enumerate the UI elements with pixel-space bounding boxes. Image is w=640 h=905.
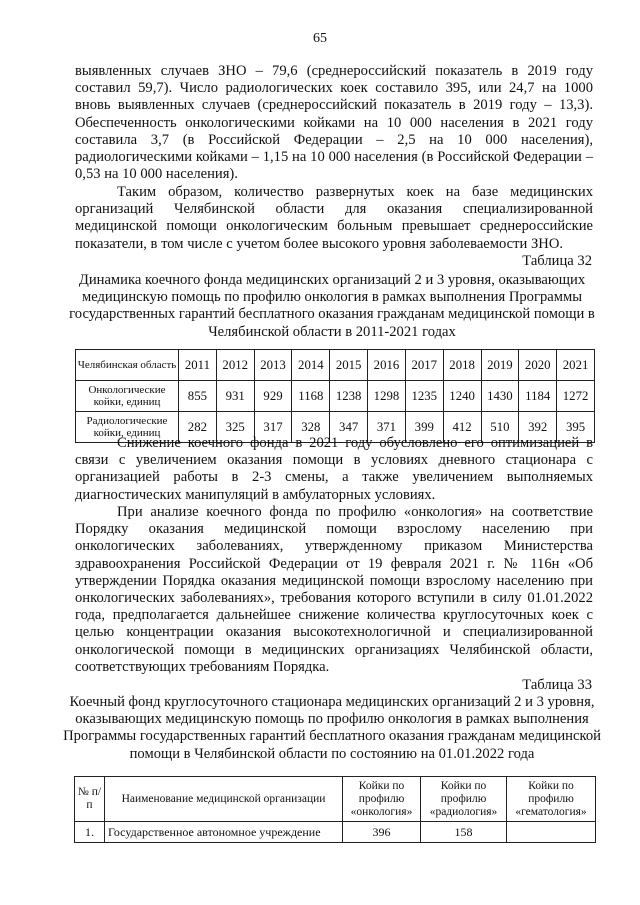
table-cell: 1240: [443, 381, 481, 412]
table-cell: 371: [368, 412, 406, 443]
table-cell: 325: [216, 412, 254, 443]
table-row: [76, 381, 595, 412]
table-cell: 392: [519, 412, 557, 443]
table-32-header-cell: 2013: [254, 350, 292, 381]
page-number: 65: [313, 31, 327, 46]
table-cell: Радиологические койки, единиц: [76, 412, 179, 443]
table-cell: 158: [421, 822, 507, 843]
table-32-header-cell: 2020: [519, 350, 557, 381]
table-32-caption: Динамика коечного фонда медицинских организаций 2 и 3 уровня, оказывающих медицинскую помощь по профилю онкология в рамках выполнения Программы государственных гарантий бесплатного оказания гражданам медицинской помощи в Челябинской области в 2011-2021 годах: [69, 272, 595, 340]
table-32: [75, 349, 595, 443]
table-32-header-cell: 2018: [443, 350, 481, 381]
table-cell: [507, 822, 596, 843]
table-32-header-cell: 2015: [330, 350, 368, 381]
table-cell: 1168: [292, 381, 330, 412]
table-33-label: Таблица 33: [522, 677, 592, 693]
table-32-header-cell: 2019: [481, 350, 519, 381]
table-cell: 855: [179, 381, 217, 412]
table-cell: 1184: [519, 381, 557, 412]
table-32-header-cell: 2021: [557, 350, 595, 381]
table-cell: 396: [343, 822, 421, 843]
table-cell: 1298: [368, 381, 406, 412]
table-cell: 317: [254, 412, 292, 443]
table-33-header-cell: Койки по профилю «радиология»: [421, 777, 507, 822]
table-cell: Онкологические койки, единиц: [76, 381, 179, 412]
paragraph-1: выявленных случаев ЗНО – 79,6 (среднероссийский показатель в 2019 году составил 59,7). Число радиологических коек составило 395, или 24,7 на 1000 вновь выявленных случаев (среднероссийский показатель в 2019 году – 13,3). Обеспеченность онкологическими койками на 10 000 населения в 2021 году составила 3,7 (в Российской Федерации – 2,5 на 10 000 населения), радиологическими койками – 1,15 на 10 000 населения (в Российской Федерации – 0,53 на 10 000 населения).: [75, 63, 593, 183]
table-33-header-row: [75, 777, 596, 822]
table-32-header-cell: 2011: [179, 350, 217, 381]
table-cell: 399: [405, 412, 443, 443]
table-33-header-cell: Койки по профилю «онкология»: [343, 777, 421, 822]
table-cell: 929: [254, 381, 292, 412]
table-32-header-cell: 2017: [405, 350, 443, 381]
paragraph-2: Таким образом, количество развернутых коек на базе медицинских организаций Челябинской области для оказания специализированной медицинской помощи онкологическим больным превышает среднероссийские показатели, в том числе с учетом более высокого уровня заболеваемости ЗНО.: [75, 184, 593, 252]
table-32-label: Таблица 32: [522, 253, 592, 269]
table-32-header-row: [76, 350, 595, 381]
table-cell: 931: [216, 381, 254, 412]
table-cell: 1238: [330, 381, 368, 412]
table-cell: 1235: [405, 381, 443, 412]
table-32-header-cell: 2014: [292, 350, 330, 381]
table-cell: 1272: [557, 381, 595, 412]
table-cell: 395: [557, 412, 595, 443]
paragraph-3: Снижение коечного фонда в 2021 году обусловлено его оптимизацией в связи с увеличением оказания помощи в условиях дневного стационара с организацией работы в 2-3 смены, а также увеличением выполняемых диагностических манипуляций в амбулаторных условиях.: [75, 435, 593, 503]
table-cell: 282: [179, 412, 217, 443]
table-33-caption: Коечный фонд круглосуточного стационара медицинских организаций 2 и 3 уровня, оказывающих медицинскую помощь по профилю онкология в рамках выполнения Программы государственных гарантий бесплатного оказания гражданам медицинской помощи в Челябинской области по состоянию на 01.01.2022 года: [63, 694, 601, 762]
table-33-header-cell: Наименование медицинской организации: [105, 777, 343, 822]
table-33: [74, 776, 596, 843]
table-cell: 412: [443, 412, 481, 443]
table-32-header-cell: 2016: [368, 350, 406, 381]
table-cell: 1.: [75, 822, 105, 843]
table-row: [75, 822, 596, 843]
table-cell: 328: [292, 412, 330, 443]
table-cell: 510: [481, 412, 519, 443]
table-cell: 1430: [481, 381, 519, 412]
table-33-header-cell: № п/п: [75, 777, 105, 822]
table-33-header-cell: Койки по профилю «гематология»: [507, 777, 596, 822]
table-32-header-cell: Челябинская область: [76, 350, 179, 381]
table-32-header-cell: 2012: [216, 350, 254, 381]
table-cell: 347: [330, 412, 368, 443]
paragraph-4: При анализе коечного фонда по профилю «онкология» на соответствие Порядку оказания медицинской помощи взрослому населению при онкологических заболеваниях, утвержденному приказом Министерства здравоохранения Российской Федерации от 19 февраля 2021 г. № 116н «Об утверждении Порядка оказания медицинской помощи взрослому населению при онкологических заболеваниях», требования которого вступили в силу 01.01.2022 года, предполагается дальнейшее снижение количества круглосуточных коек с целью концентрации оказания высокотехнологичной и специализированной онкологической помощи в медицинских организациях Челябинской области, соответствующих требованиям Порядка.: [75, 504, 593, 675]
table-cell: Государственное автономное учреждение: [105, 822, 343, 843]
